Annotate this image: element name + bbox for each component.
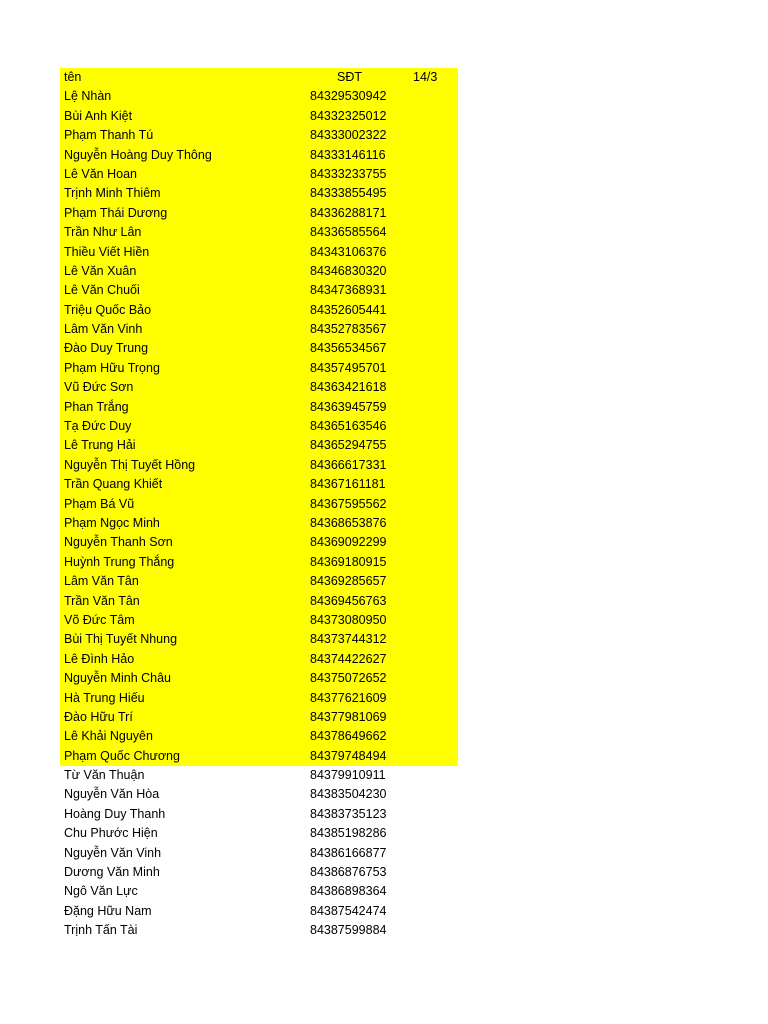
table-row — [60, 863, 458, 882]
contact-phone: 84383504230 — [310, 787, 387, 802]
contact-phone: 84333002322 — [310, 128, 387, 143]
contact-phone: 84387599884 — [310, 923, 387, 938]
table-row — [60, 727, 458, 746]
contact-name: Lâm Văn Tân — [64, 574, 139, 589]
table-row — [60, 650, 458, 669]
table-row — [60, 320, 458, 339]
contact-list — [60, 87, 458, 940]
table-row — [60, 514, 458, 533]
contact-phone: 84333855495 — [310, 186, 387, 201]
contact-phone: 84377981069 — [310, 709, 387, 724]
table-row — [60, 107, 458, 126]
contact-name: Lê Văn Xuân — [64, 263, 137, 278]
table-row — [60, 747, 458, 766]
table-row — [60, 689, 458, 708]
table-row — [60, 262, 458, 281]
contact-name: Nguyễn Văn Vinh — [64, 845, 162, 860]
table-row — [60, 184, 458, 203]
phone-column-header: SĐT — [337, 70, 362, 84]
contact-phone: 84356534567 — [310, 341, 387, 356]
contact-sheet — [60, 68, 458, 941]
table-row — [60, 165, 458, 184]
table-row — [60, 611, 458, 630]
contact-name: Đặng Hữu Nam — [64, 903, 152, 918]
contact-phone: 84347368931 — [310, 283, 387, 298]
contact-name: Chu Phước Hiện — [64, 826, 158, 841]
contact-phone: 84366617331 — [310, 457, 387, 472]
table-row — [60, 921, 458, 940]
table-row — [60, 146, 458, 165]
table-row — [60, 630, 458, 649]
contact-name: Phan Trắng — [64, 399, 129, 414]
contact-phone: 84357495701 — [310, 360, 387, 375]
contact-phone: 84383735123 — [310, 806, 387, 821]
contact-name: Phạm Thanh Tú — [64, 128, 154, 143]
table-row — [60, 766, 458, 785]
contact-name: Đào Duy Trung — [64, 341, 149, 356]
table-row — [60, 533, 458, 552]
contact-name: Đào Hữu Trí — [64, 709, 133, 724]
contact-phone: 84386898364 — [310, 884, 387, 899]
contact-name: Nguyễn Thị Tuyết Hồng — [64, 457, 196, 472]
contact-name: Võ Đức Tâm — [64, 612, 135, 627]
contact-name: Nguyễn Minh Châu — [64, 671, 172, 686]
table-row — [60, 902, 458, 921]
table-row — [60, 436, 458, 455]
contact-phone: 84379910911 — [310, 768, 386, 783]
contact-phone: 84343106376 — [310, 244, 387, 259]
contact-name: Phạm Ngọc Minh — [64, 515, 160, 530]
contact-phone: 84365163546 — [310, 419, 387, 434]
contact-name: Bùi Anh Kiệt — [64, 108, 133, 123]
contact-phone: 84332325012 — [310, 108, 387, 123]
date-column-header: 14/3 — [413, 70, 438, 84]
contact-phone: 84379748494 — [310, 748, 387, 763]
contact-phone: 84352783567 — [310, 322, 387, 337]
contact-phone: 84333233755 — [310, 166, 387, 181]
contact-phone: 84373080950 — [310, 612, 387, 627]
contact-phone: 84377621609 — [310, 690, 387, 705]
contact-name: Lệ Nhàn — [64, 89, 112, 104]
contact-phone: 84336585564 — [310, 225, 387, 240]
contact-name: Vũ Đức Sơn — [64, 380, 134, 395]
table-row — [60, 243, 458, 262]
contact-name: Trịnh Tấn Tài — [64, 923, 138, 938]
contact-name: Huỳnh Trung Thắng — [64, 554, 175, 569]
contact-phone: 84374422627 — [310, 651, 387, 666]
contact-name: Nguyễn Hoàng Duy Thông — [64, 147, 212, 162]
table-row — [60, 669, 458, 688]
table-row — [60, 844, 458, 863]
table-row — [60, 592, 458, 611]
contact-name: Phạm Hữu Trọng — [64, 360, 160, 375]
contact-name: Trần Quang Khiết — [64, 477, 163, 492]
name-column-header: tên — [64, 70, 82, 84]
contact-name: Lê Đình Hảo — [64, 651, 135, 666]
contact-name: Lê Văn Hoan — [64, 166, 137, 181]
contact-name: Nguyễn Thanh Sơn — [64, 535, 173, 550]
table-row — [60, 339, 458, 358]
table-row — [60, 398, 458, 417]
table-row — [60, 378, 458, 397]
contact-name: Lê Văn Chuối — [64, 283, 140, 298]
contact-phone: 84336288171 — [310, 205, 387, 220]
contact-name: Lâm Văn Vinh — [64, 322, 143, 337]
contact-name: Phạm Bá Vũ — [64, 496, 135, 511]
contact-name: Ngô Văn Lực — [64, 884, 138, 899]
contact-phone: 84373744312 — [310, 632, 387, 647]
contact-phone: 84369180915 — [310, 554, 387, 569]
contact-phone: 84365294755 — [310, 438, 387, 453]
contact-phone: 84367595562 — [310, 496, 387, 511]
table-row — [60, 785, 458, 804]
table-row — [60, 87, 458, 106]
table-row — [60, 475, 458, 494]
contact-name: Nguyễn Văn Hòa — [64, 787, 160, 802]
contact-phone: 84367161181 — [310, 477, 386, 492]
contact-name: Dương Văn Minh — [64, 865, 160, 880]
table-row — [60, 204, 458, 223]
contact-phone: 84375072652 — [310, 671, 387, 686]
contact-phone: 84386876753 — [310, 865, 387, 880]
contact-name: Tạ Đức Duy — [64, 419, 132, 434]
contact-name: Trần Như Lân — [64, 225, 142, 240]
contact-phone: 84378649662 — [310, 729, 387, 744]
table-row — [60, 805, 458, 824]
contact-name: Từ Văn Thuận — [64, 768, 145, 783]
table-row — [60, 708, 458, 727]
contact-phone: 84369285657 — [310, 574, 387, 589]
header-row — [60, 68, 458, 87]
table-row — [60, 456, 458, 475]
contact-name: Hà Trung Hiếu — [64, 690, 145, 705]
contact-phone: 84333146116 — [310, 147, 386, 162]
table-row — [60, 359, 458, 378]
contact-phone: 84363945759 — [310, 399, 387, 414]
table-row — [60, 572, 458, 591]
table-row — [60, 223, 458, 242]
table-row — [60, 882, 458, 901]
table-row — [60, 126, 458, 145]
contact-name: Lê Trung Hải — [64, 438, 136, 453]
contact-phone: 84329530942 — [310, 89, 387, 104]
contact-name: Lê Khải Nguyên — [64, 729, 153, 744]
contact-name: Phạm Quốc Chương — [64, 748, 180, 763]
contact-phone: 84346830320 — [310, 263, 387, 278]
table-row — [60, 417, 458, 436]
contact-name: Thiều Viết Hiền — [64, 244, 150, 259]
table-row — [60, 824, 458, 843]
contact-name: Bùi Thị Tuyết Nhung — [64, 632, 178, 647]
contact-phone: 84385198286 — [310, 826, 387, 841]
contact-name: Triệu Quốc Bảo — [64, 302, 152, 317]
contact-name: Trịnh Minh Thiêm — [64, 186, 161, 201]
table-row — [60, 301, 458, 320]
contact-phone: 84387542474 — [310, 903, 387, 918]
contact-name: Hoàng Duy Thanh — [64, 806, 166, 821]
contact-phone: 84352605441 — [310, 302, 387, 317]
contact-name: Trần Văn Tân — [64, 593, 140, 608]
contact-phone: 84363421618 — [310, 380, 387, 395]
contact-phone: 84368653876 — [310, 515, 387, 530]
contact-phone: 84369092299 — [310, 535, 387, 550]
contact-name: Phạm Thái Dương — [64, 205, 168, 220]
table-row — [60, 553, 458, 572]
contact-phone: 84369456763 — [310, 593, 387, 608]
table-row — [60, 281, 458, 300]
contact-phone: 84386166877 — [310, 845, 387, 860]
table-row — [60, 495, 458, 514]
